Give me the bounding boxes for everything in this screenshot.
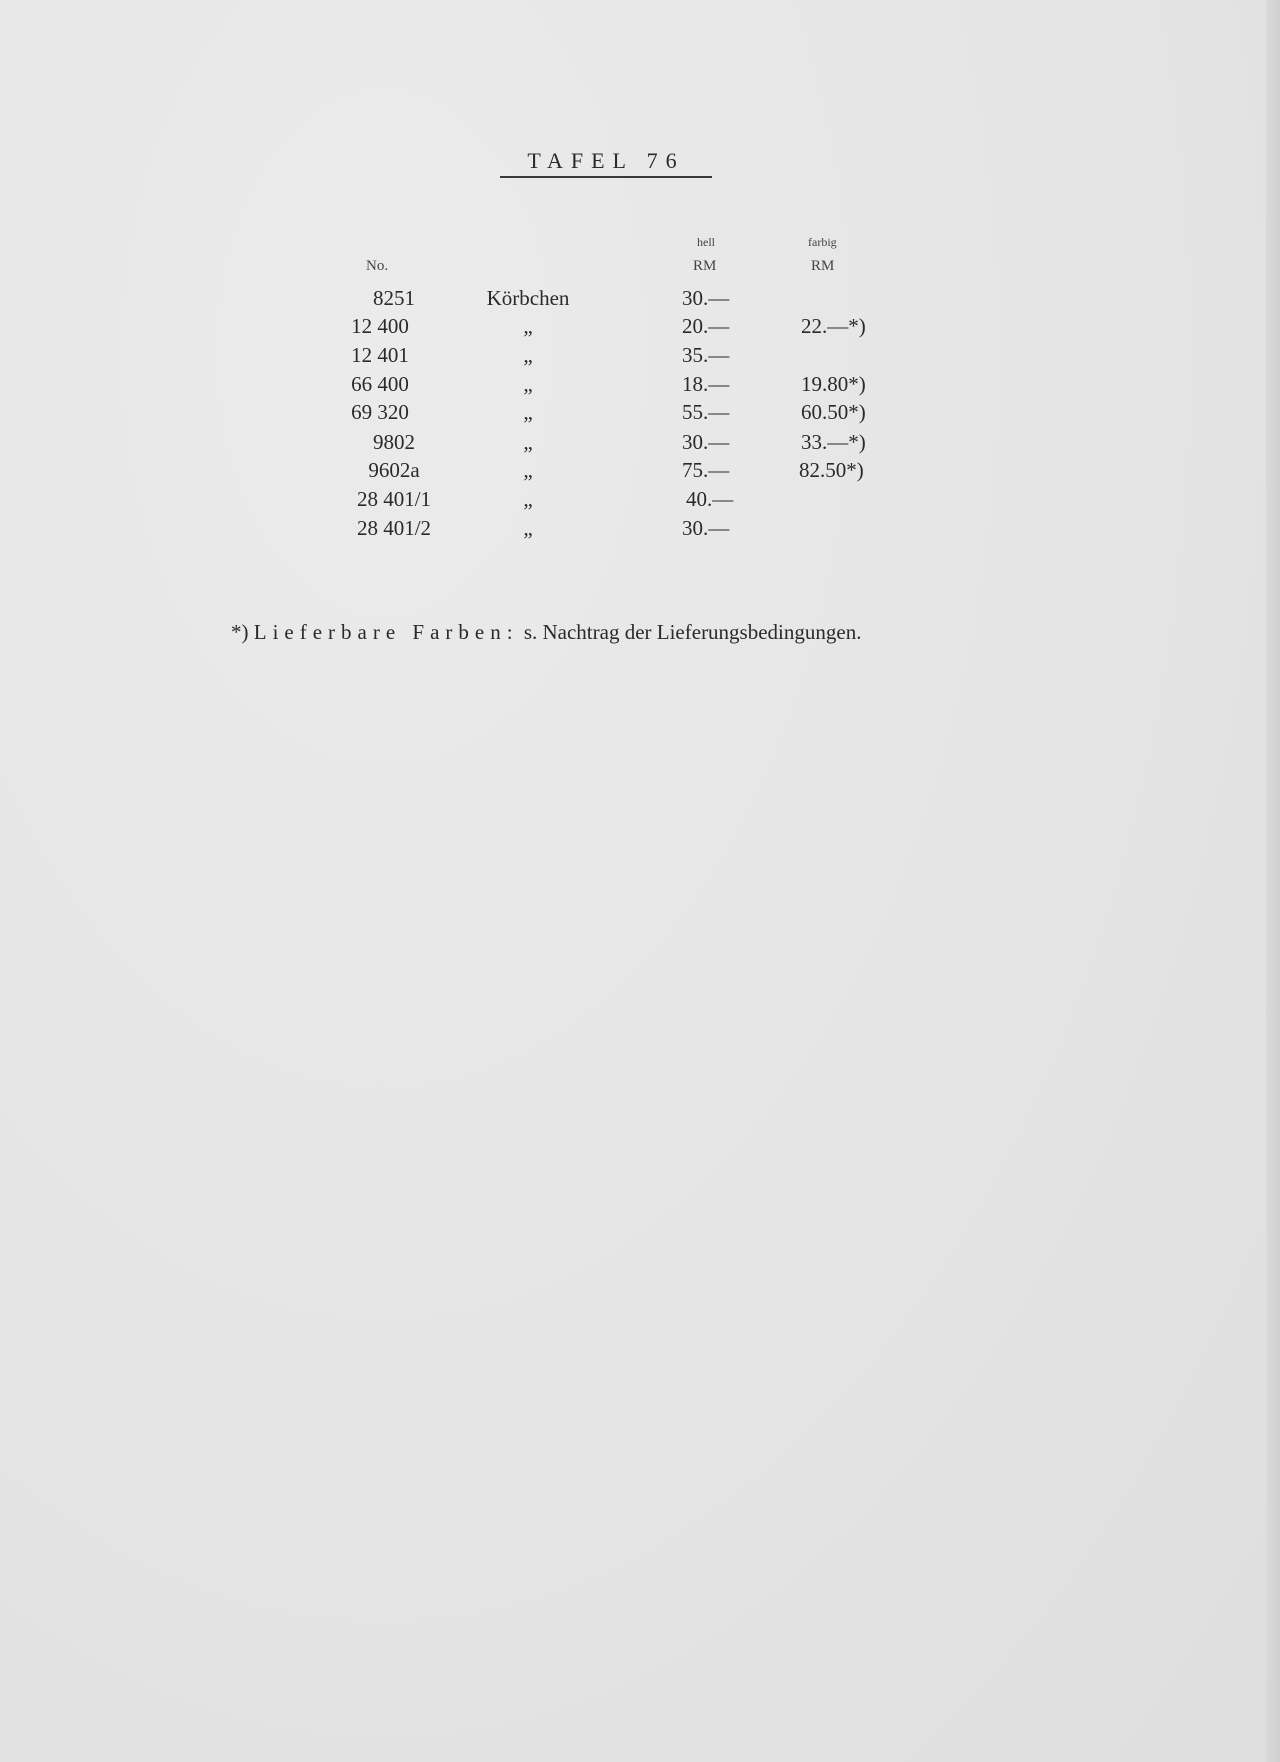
row-desc: „ — [523, 400, 533, 424]
page-edge — [1266, 0, 1280, 1762]
row-no: 28 401/2 — [356, 516, 432, 540]
row-desc: „ — [523, 314, 533, 338]
row-hell: 30.— — [682, 286, 730, 310]
footnote-marker: *) — [231, 620, 249, 644]
row-desc: Körbchen — [486, 286, 570, 310]
row-hell: 55.— — [682, 400, 730, 424]
row-desc: „ — [523, 430, 533, 454]
row-no: 9602a — [368, 458, 420, 482]
row-desc: „ — [523, 487, 533, 511]
row-hell: 30.— — [682, 516, 730, 540]
row-hell: 35.— — [682, 343, 730, 367]
row-desc: „ — [523, 343, 533, 367]
row-no: 8251 — [373, 286, 415, 310]
row-no: 9802 — [373, 430, 415, 454]
header-farbig-unit: RM — [811, 258, 835, 274]
row-desc: „ — [523, 458, 533, 482]
row-farbig: 19.80*) — [801, 372, 866, 396]
row-hell: 40.— — [686, 487, 734, 511]
row-no: 12 400 — [351, 314, 409, 338]
page-title: TAFEL 76 — [500, 148, 712, 178]
header-farbig-top: farbig — [808, 235, 837, 249]
row-hell: 30.— — [682, 430, 730, 454]
row-no: 66 400 — [351, 372, 409, 396]
row-farbig: 33.—*) — [801, 430, 866, 454]
row-no: 69 320 — [351, 400, 409, 424]
row-desc: „ — [523, 516, 533, 540]
row-hell: 18.— — [682, 372, 730, 396]
row-desc: „ — [523, 372, 533, 396]
header-hell-top: hell — [697, 235, 715, 249]
footnote — [231, 620, 861, 645]
header-hell-unit: RM — [693, 258, 717, 274]
header-no: No. — [366, 258, 389, 274]
footnote-label: Lieferbare Farben: — [253, 620, 519, 644]
row-hell: 20.— — [682, 314, 730, 338]
row-hell: 75.— — [682, 458, 730, 482]
footnote-text: s. Nachtrag der Lieferungsbedingungen. — [523, 620, 862, 644]
row-farbig: 60.50*) — [801, 400, 866, 424]
row-no: 12 401 — [351, 343, 409, 367]
row-farbig: 22.—*) — [801, 314, 866, 338]
row-no: 28 401/1 — [356, 487, 432, 511]
row-farbig: 82.50*) — [799, 458, 864, 482]
